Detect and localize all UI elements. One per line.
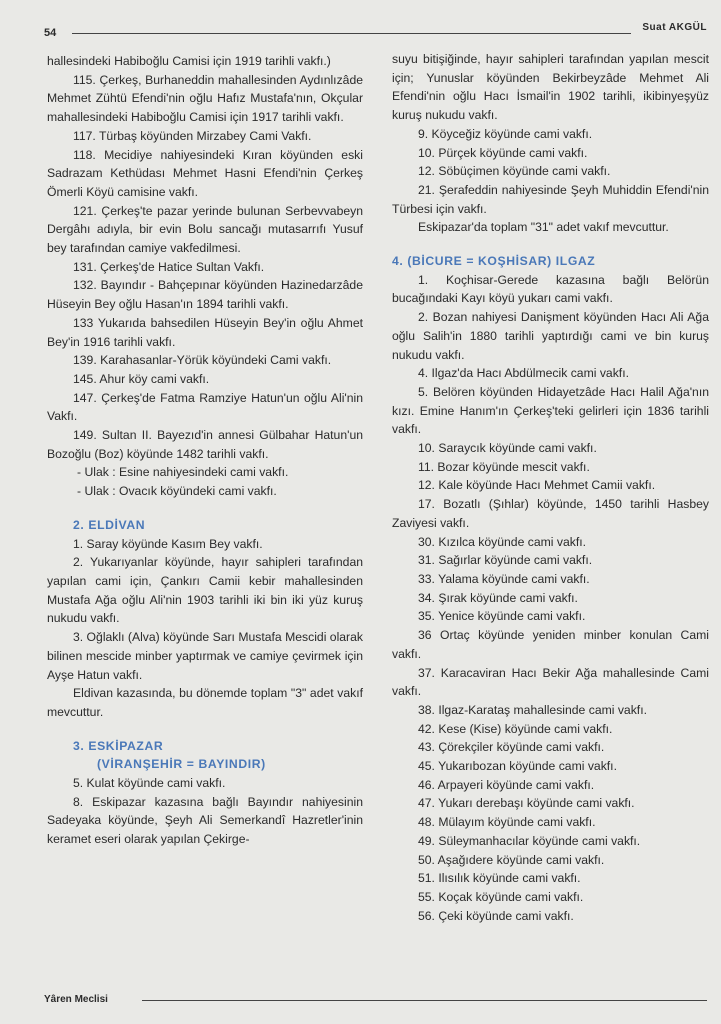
entry-131: 131. Çerkeş'de Hatice Sultan Vakfı. — [73, 259, 265, 274]
entry-149: 149. Sultan II. Bayezıd'in annesi Gülbahar Hatun'un Bozoğlu (Boz) köyünde 1482 tarihli vakfı. — [47, 428, 363, 461]
entry: 48. Mülayım köyünde cami vakfı. — [418, 815, 596, 830]
entry: 38. Ilgaz-Karataş mahallesinde cami vakfı. — [418, 702, 647, 717]
entry: 37. Karacaviran Hacı Bekir Ağa mahallesinde Cami vakfı. — [392, 665, 709, 699]
entry: 4. Ilgaz'da Hacı Abdülmecik cami vakfı. — [418, 366, 629, 381]
entry: 49. Süleymanhacılar köyünde cami vakfı. — [418, 833, 641, 848]
entry: 2. Bozan nahiyesi Danişment köyünden Hacı Ali Ağa oğlu Salih'in 1880 tarihli yaptırdığı cami ve bin kuruş nukudu vakfı. — [392, 310, 709, 362]
page-number: 54 — [44, 27, 57, 39]
sub-entry-ulak-ovacik: - Ulak : Ovacık köyündeki cami vakfı. — [77, 484, 277, 499]
entry: 5. Belören köyünden Hidayetzâde Hacı Halil Ağa'nın kızı. Emine Hanım'ın Çerkeş'teki gelirleri için 1836 tarihli vakfı. — [392, 384, 709, 437]
entry-118: 118. Mecidiye nahiyesindeki Kıran köyünden eski Sadrazam Kethüdası Mehmet Hasni Efendi'nin Çerkeş Ömerli Köyü camisine vakfı. — [47, 147, 363, 199]
entry: 9. Köyceğiz köyünde cami vakfı. — [418, 126, 593, 141]
footer-publication: Yâren Meclisi — [44, 994, 108, 1005]
entry: 2. Yukarıyanlar köyünde, hayır sahipleri tarafından yapılan cami için, Çankırı Camii kebir mahallesinden Mustafa Ağa oğlu Ali'nin 1903 tarihli iki bin iki yüz kuruş nukudu vakfı. — [47, 555, 363, 626]
entry: 47. Yukarı derebaşı köyünde cami vakfı. — [418, 796, 635, 811]
entry: 10. Saraycık köyünde cami vakfı. — [418, 441, 597, 456]
paragraph: suyu bitişiğinde, hayır sahipleri tarafından yapılan mescit için; Yunuslar köyünden Bekirbeyzâde Mehmet Ali Efendi'nin oğlu Hacı İsmail'in 1902 tarihli, ikibinyeşyüz kuruş nukudu vakfı. — [392, 52, 709, 123]
entry: 50. Aşağıdere köyünde cami vakfı. — [418, 852, 605, 867]
entry: 12. Söbüçimen köyünde cami vakfı. — [418, 164, 611, 179]
entry: 55. Koçak köyünde cami vakfı. — [418, 889, 584, 904]
entry: 34. Şırak köyünde cami vakfı. — [418, 590, 578, 605]
entry: 31. Sağırlar köyünde cami vakfı. — [418, 553, 593, 568]
entry: 42. Kese (Kise) köyünde cami vakfı. — [418, 721, 613, 736]
section-subheading: (VİRANŞEHİR = BAYINDIR) — [97, 757, 266, 772]
left-column — [47, 52, 363, 849]
entry-139: 139. Karahasanlar-Yörük köyündeki Cami vakfı. — [73, 353, 332, 368]
entry: 43. Çörekçiler köyünde cami vakfı. — [418, 740, 605, 755]
sub-entry-ulak-esine: - Ulak : Esine nahiyesindeki cami vakfı. — [77, 465, 289, 480]
entry: 51. Ilısılık köyünde cami vakfı. — [418, 871, 581, 886]
entry: 30. Kızılca köyünde cami vakfı. — [418, 534, 586, 549]
entry: 12. Kale köyünde Hacı Mehmet Camii vakfı. — [418, 478, 656, 493]
entry-117: 117. Türbaş köyünden Mirzabey Cami Vakfı. — [73, 128, 312, 143]
header-rule — [72, 33, 631, 34]
entry: 1. Saray köyünde Kasım Bey vakfı. — [73, 536, 263, 551]
entry-133: 133 Yukarıda bahsedilen Hüseyin Bey'in oğlu Ahmet Bey'in 1916 tarihli vakfı. — [47, 315, 363, 349]
entry: 10. Pürçek köyünde cami vakfı. — [418, 145, 588, 160]
section-heading-eskipazar: 3. ESKİPAZAR — [73, 738, 164, 753]
entry-115: 115. Çerkeş, Burhaneddin mahallesinden Aydınlızâde Mehmet Zühtü Efendi'nin oğlu Hafız Mustafa'nın, Okçular mahallesindeki Habiboğlu Camisi için 1917 tarihli vakfı. — [47, 72, 363, 125]
entry: 8. Eskipazar kazasına bağlı Bayındır nahiyesinin Sadeyaka köyünde, Şeyh Ali Semerkandî Hazretler'inin keramet eseri olarak yapılan Çekirge- — [47, 794, 363, 847]
entry-121: 121. Çerkeş'te pazar yerinde bulunan Serbevvabeyn Dergâhı adıyla, bir evin Bolu sancağı mutasarrıfı Yusuf bey tarafından camiye vakfedilmesi. — [47, 203, 363, 256]
entry: 35. Yenice köyünde cami vakfı. — [418, 609, 586, 624]
running-head-author: Suat AKGÜL — [642, 22, 707, 33]
entry: 21. Şerafeddin nahiyesinde Şeyh Muhiddin Efendi'nin Türbesi için vakfı. — [392, 182, 709, 216]
entry: 17. Bozatlı (Şıhlar) köyünde, 1450 tarihli Hasbey Zaviyesi vakfı. — [392, 497, 709, 530]
entry: 56. Çeki köyünde cami vakfı. — [418, 908, 574, 923]
paragraph: hallesindeki Habiboğlu Camisi için 1919 tarihli vakfı.) — [47, 54, 331, 68]
entry: 33. Yalama köyünde cami vakfı. — [418, 571, 590, 586]
footer-rule — [142, 1000, 707, 1001]
entry: 11. Bozar köyünde mescit vakfı. — [418, 459, 590, 474]
summary-text: Eldivan kazasında, bu dönemde toplam "3" adet vakıf mevcuttur. — [47, 686, 363, 719]
entry: 1. Koçhisar-Gerede kazasına bağlı Belörün bucağındaki Kayı köyü yukarı cami vakfı. — [392, 272, 709, 306]
entry: 5. Kulat köyünde cami vakfı. — [73, 776, 226, 791]
section-heading-eldivan: 2. ELDİVAN — [73, 517, 146, 532]
section-heading-ilgaz: 4. (BİCURE = KOŞHİSAR) ILGAZ — [392, 254, 596, 269]
entry: 3. Oğlaklı (Alva) köyünde Sarı Mustafa Mescidi olarak bilinen mescide minber yaptırmak ve camiye çevirmek için Ayşe Hatun vakfı. — [47, 630, 363, 682]
entry-145: 145. Ahur köy cami vakfı. — [73, 371, 210, 386]
entry: 45. Yukarıbozan köyünde cami vakfı. — [418, 759, 617, 774]
entry-147: 147. Çerkeş'de Fatma Ramziye Hatun'un oğlu Ali'nin Vakfı. — [47, 390, 363, 424]
entry: 36 Ortaç köyünde yeniden minber konulan Cami vakfı. — [392, 628, 709, 661]
summary-text: Eskipazar'da toplam "31" adet vakıf mevcuttur. — [418, 220, 669, 235]
entry: 46. Arpayeri köyünde cami vakfı. — [418, 777, 595, 792]
right-column — [392, 50, 709, 925]
entry-132: 132. Bayındır - Bahçepınar köyünden Hazinedarzâde Hüseyin Bey oğlu Hasan'ın 1894 tarihli vakfı. — [47, 278, 363, 312]
